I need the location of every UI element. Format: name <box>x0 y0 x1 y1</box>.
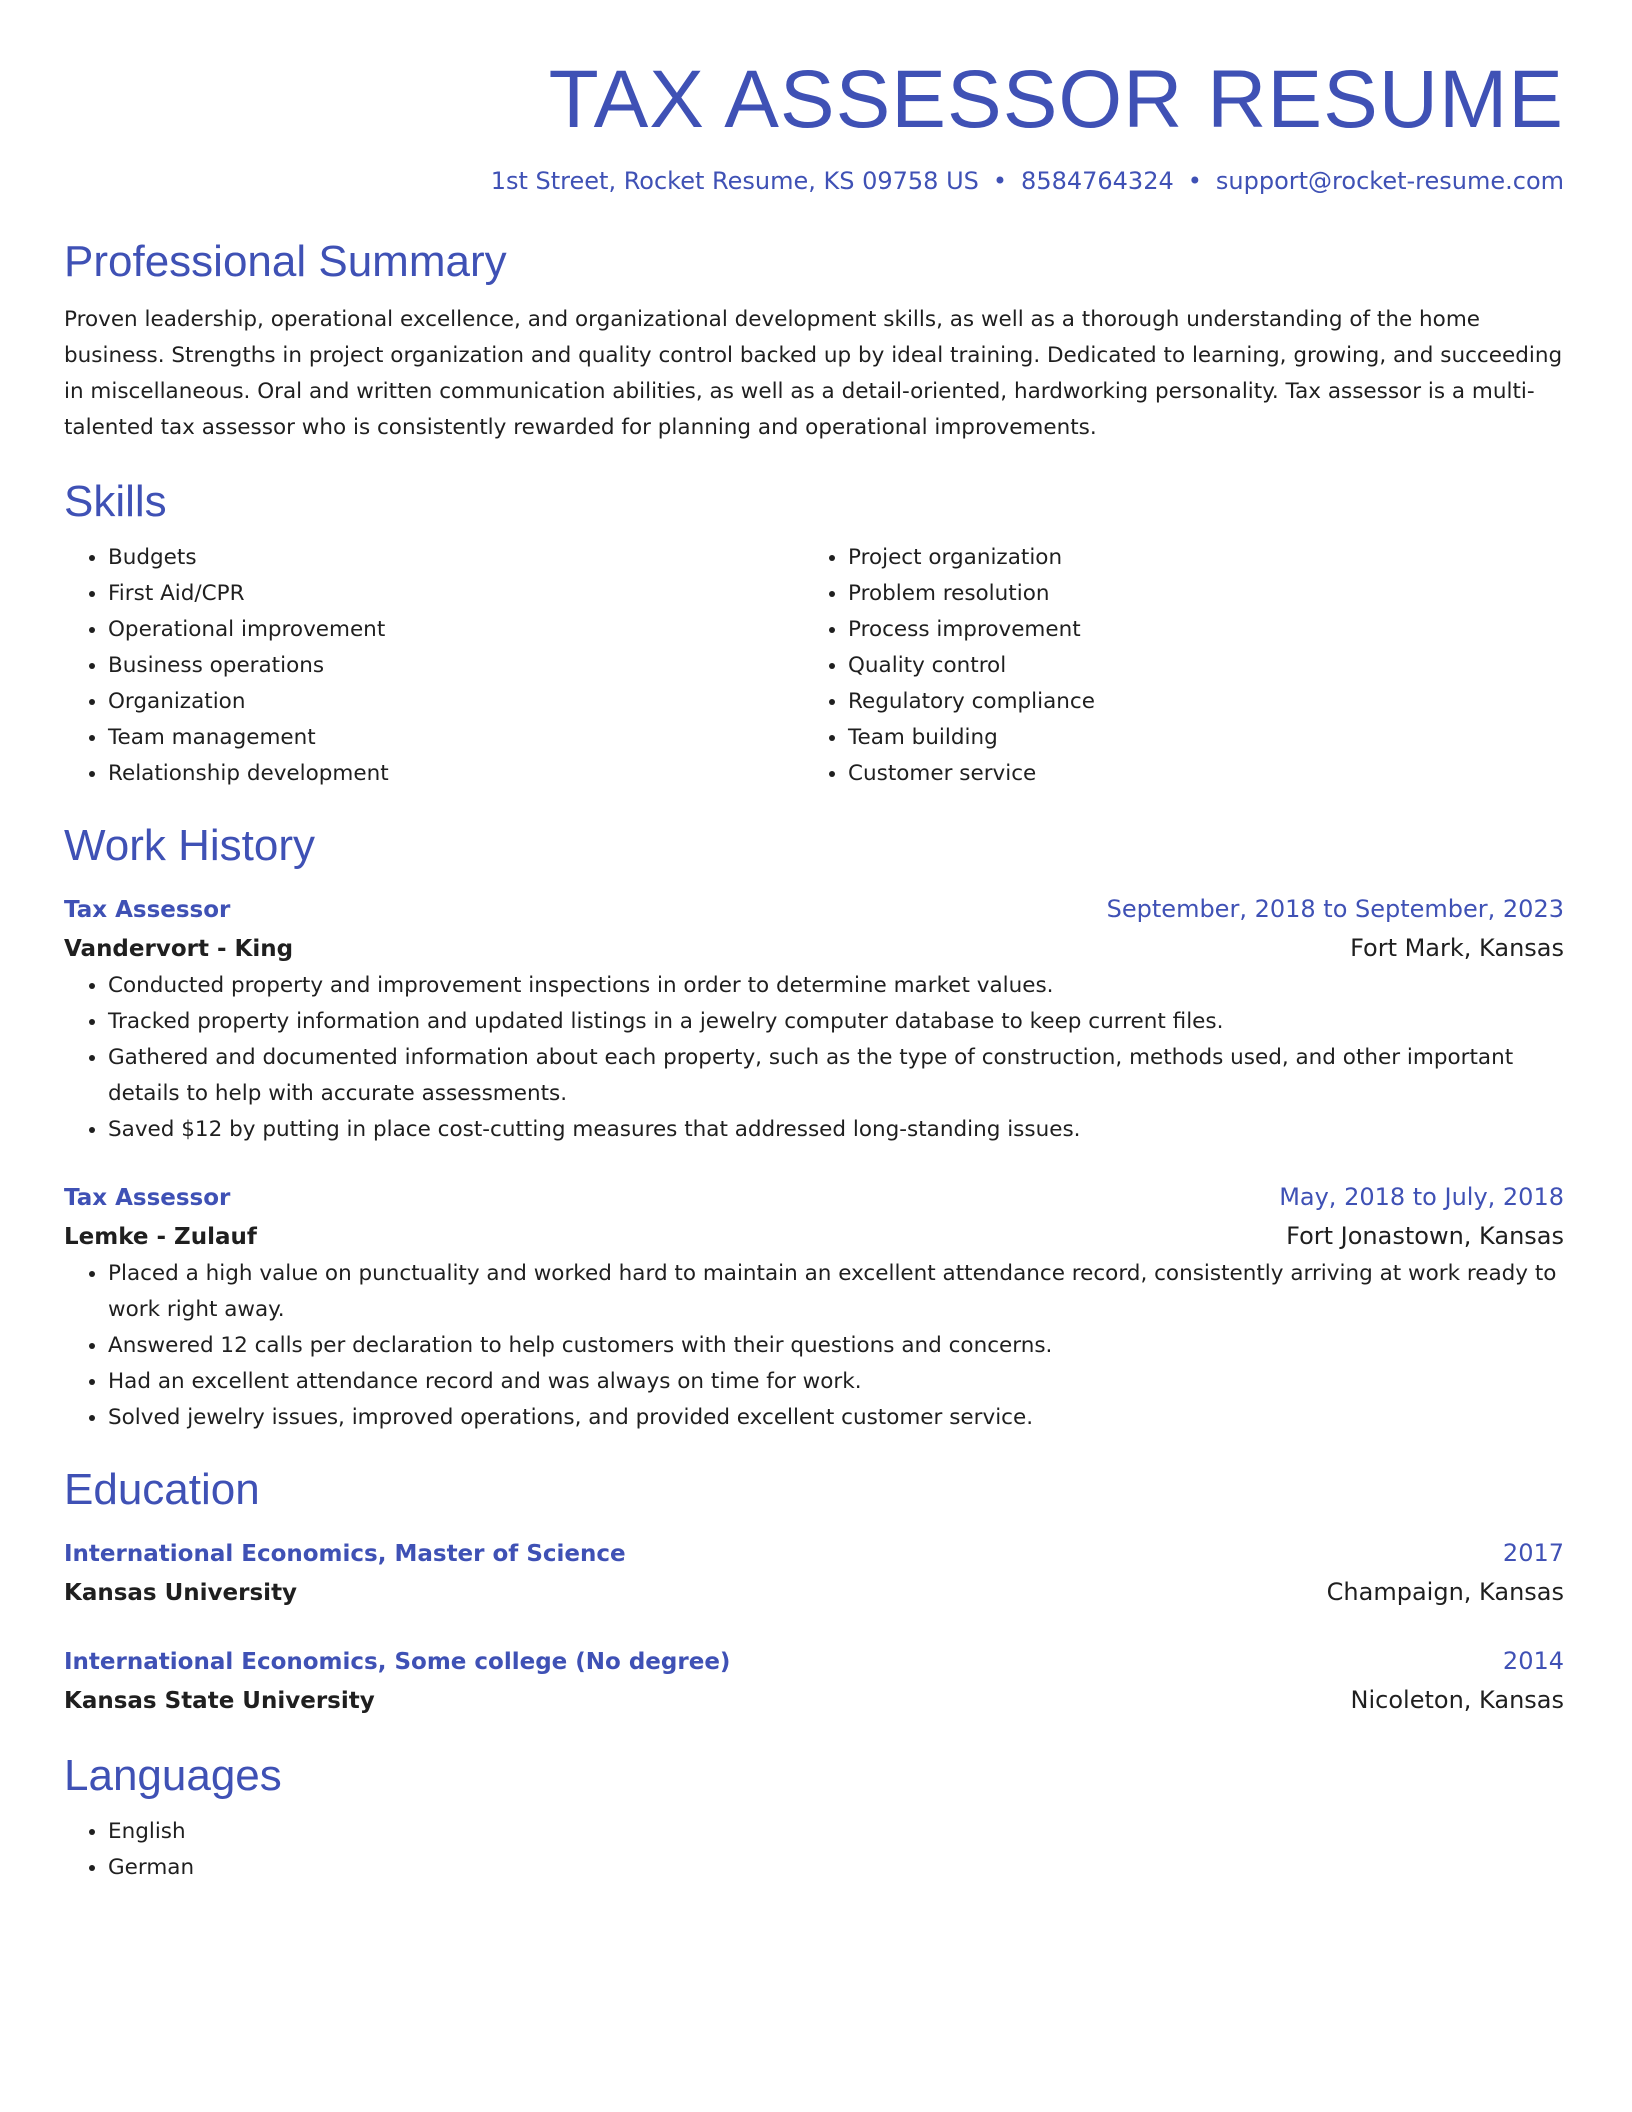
education-degree: International Economics, Master of Science <box>64 1541 626 1567</box>
job-bullet: • Saved $12 by putting in place cost-cutting measures that addressed long-standing issues. <box>108 1112 1564 1148</box>
contact-phone: 8584764324 <box>1021 167 1174 195</box>
languages-heading: Languages <box>64 1751 282 1800</box>
skill-item: • Business operations <box>108 648 804 684</box>
skills-column-right <box>804 540 1544 792</box>
skills-grid <box>64 540 1564 792</box>
contact-line <box>64 164 1564 198</box>
education-year: 2017 <box>1502 1539 1564 1567</box>
job-title: Tax Assessor <box>64 897 231 923</box>
job-dates: May, 2018 to July, 2018 <box>1279 1183 1564 1211</box>
job-bullet: • Solved jewelry issues, improved operations, and provided excellent customer service. <box>108 1400 1564 1436</box>
job-bullet: • Conducted property and improvement inspections in order to determine market values. <box>108 968 1564 1004</box>
education-location: Champaign, Kansas <box>1326 1578 1564 1606</box>
education-school: Kansas State University <box>64 1688 375 1714</box>
education-degree: International Economics, Some college (No degree) <box>64 1649 731 1675</box>
education-heading: Education <box>64 1465 260 1514</box>
language-item: • English <box>108 1814 1564 1850</box>
job-title: Tax Assessor <box>64 1185 231 1211</box>
skill-item: • Team building <box>848 720 1544 756</box>
education-school: Kansas University <box>64 1580 298 1606</box>
summary-text: Proven leadership, operational excellence, and organizational development skills, as well as a thorough understanding of the home business. Strengths in project organization and quality control backed up by ideal training. Dedicated to learning, growing, and succeeding in miscellaneous. Oral and written communication abilities, as well as a detail-oriented, hardworking personality. Tax assessor is a multi-talented tax assessor who is consistently rewarded for planning and operational improvements. <box>64 307 1563 440</box>
skill-item: • Process improvement <box>848 612 1544 648</box>
languages-list <box>64 1814 1564 1886</box>
job-location: Fort Mark, Kansas <box>1350 934 1564 962</box>
skill-item: • Operational improvement <box>108 612 804 648</box>
contact-separator: • <box>992 167 1008 195</box>
job-bullet: • Placed a high value on punctuality and worked hard to maintain an excellent attendance record, consistently arriving at work ready to work right away. <box>108 1256 1564 1328</box>
job-company: Lemke - Zulauf <box>64 1224 257 1250</box>
skills-heading: Skills <box>64 477 167 526</box>
skill-item: • Team management <box>108 720 804 756</box>
contact-separator: • <box>1187 167 1202 195</box>
contact-address: 1st Street, Rocket Resume, KS 09758 US <box>490 167 979 195</box>
work-history-heading: Work History <box>64 821 315 870</box>
contact-email[interactable]: support@rocket-resume.com <box>1215 167 1564 195</box>
resume-page <box>64 52 1564 1886</box>
skill-item: • Relationship development <box>108 756 804 792</box>
education-location: Nicoleton, Kansas <box>1350 1686 1564 1714</box>
skills-column-left <box>64 540 804 792</box>
language-item: • German <box>108 1850 1564 1886</box>
job-bullet: • Tracked property information and updated listings in a jewelry computer database to keep current files. <box>108 1004 1564 1040</box>
job-bullet: • Had an excellent attendance record and was always on time for work. <box>108 1364 1564 1400</box>
job-dates: September, 2018 to September, 2023 <box>1106 895 1564 923</box>
resume-title: TAX ASSESSOR RESUME <box>548 54 1564 145</box>
skill-item: • Organization <box>108 684 804 720</box>
summary-heading: Professional Summary <box>64 237 507 286</box>
skill-item: • Problem resolution <box>848 576 1544 612</box>
skill-item: • First Aid/CPR <box>108 576 804 612</box>
job-bullet: • Answered 12 calls per declaration to help customers with their questions and concerns. <box>108 1328 1564 1364</box>
skill-item: • Budgets <box>108 540 804 576</box>
job-company: Vandervort - King <box>64 936 294 962</box>
job-bullet: • Gathered and documented information about each property, such as the type of construction, methods used, and other important details to help with accurate assessments. <box>108 1040 1564 1112</box>
job-location: Fort Jonastown, Kansas <box>1286 1222 1564 1250</box>
job-entry <box>64 1178 1564 1436</box>
job-entry <box>64 890 1564 1148</box>
skill-item: • Regulatory compliance <box>848 684 1544 720</box>
education-entry <box>64 1534 1564 1612</box>
education-year: 2014 <box>1502 1647 1564 1675</box>
skill-item: • Customer service <box>848 756 1544 792</box>
skill-item: • Quality control <box>848 648 1544 684</box>
skill-item: • Project organization <box>848 540 1544 576</box>
education-entry <box>64 1642 1564 1720</box>
